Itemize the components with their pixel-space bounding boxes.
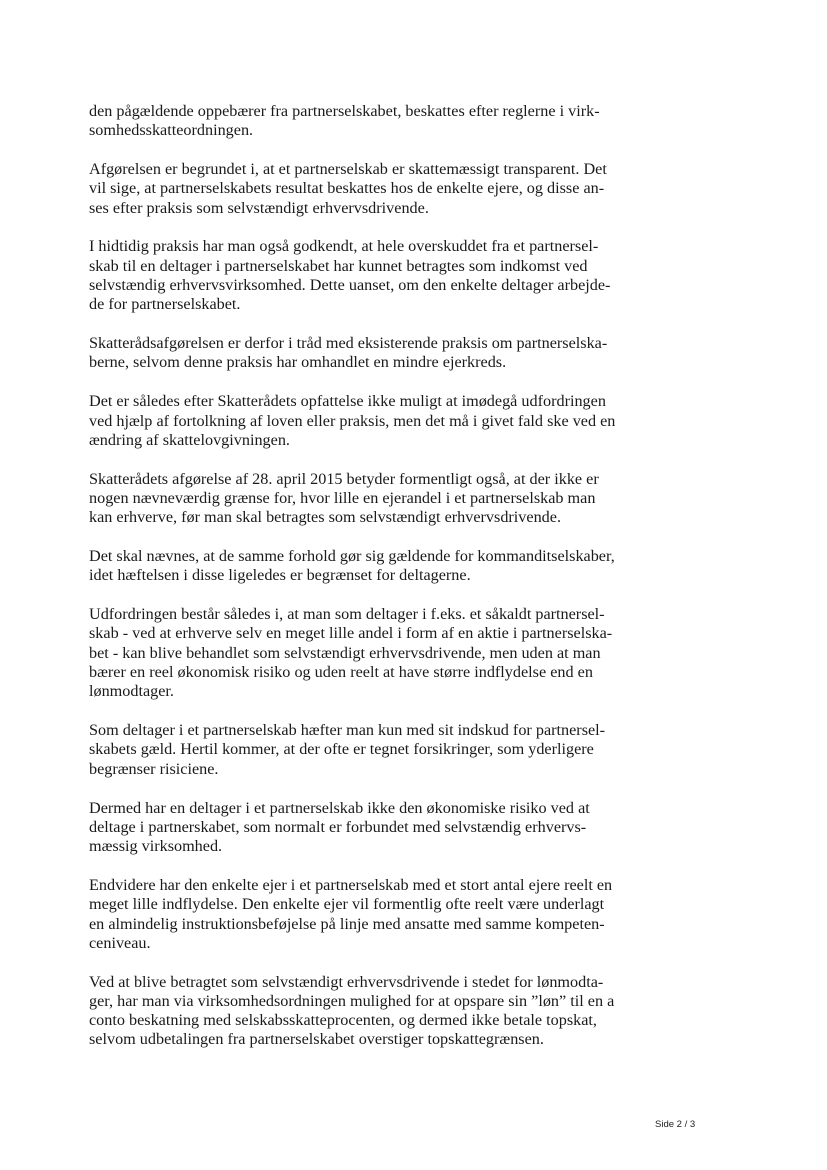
text-line: skabets gæld. Hertil kommer, at der ofte er tegnet forsikringer, som yderligere (89, 740, 594, 759)
text-line: Endvidere har den enkelte ejer i et partnerselskab med et stort antal ejere reelt en (89, 875, 613, 894)
text-line: Det er således efter Skatterådets opfattelse ikke muligt at imødegå udfordringen (89, 392, 606, 411)
text-line: kan erhverve, før man skal betragtes som selvstændigt erhvervsdrivende. (89, 508, 561, 527)
text-line: ses efter praksis som selvstændigt erhvervsdrivende. (89, 198, 429, 217)
text-line: ger, har man via virksomhedsordningen mulighed for at opspare sin ”løn” til en a (89, 991, 615, 1010)
text-line: Ved at blive betragtet som selvstændigt erhvervsdrivende i stedet for lønmodta- (89, 972, 604, 991)
text-line: selvom udbetalingen fra partnerselskabet overstiger topskattegrænsen. (89, 1030, 544, 1049)
text-line: Udfordringen består således i, at man som deltager i f.eks. et såkaldt partnersel- (89, 605, 605, 624)
text-line: lønmodtager. (89, 682, 174, 701)
text-line: mæssig virksomhed. (89, 837, 223, 856)
paragraph (89, 392, 649, 450)
body-text (89, 102, 649, 1069)
paragraph (89, 876, 649, 953)
text-line: berne, selvom denne praksis har omhandlet en mindre ejerkreds. (89, 353, 507, 372)
paragraph (89, 160, 649, 218)
text-line: den pågældende oppebærer fra partnerselskabet, beskattes efter reglerne i virk- (89, 102, 600, 120)
paragraph (89, 547, 649, 586)
paragraph (89, 605, 649, 701)
text-line: Afgørelsen er begrundet i, at et partnerselskab er skattemæssigt transparent. Det (89, 160, 607, 179)
text-line: Dermed har en deltager i et partnerselskab ikke den økonomiske risiko ved at (89, 798, 590, 817)
text-line: somhedsskatteordningen. (89, 121, 254, 140)
text-line: bet - kan blive behandlet som selvstændigt erhvervsdrivende, men uden at man (89, 643, 601, 662)
text-line: selvstændig erhvervsvirksomhed. Dette uanset, om den enkelte deltager arbejde- (89, 276, 611, 295)
text-line: nogen nævneværdig grænse for, hvor lille en ejerandel i et partnerselskab man (89, 488, 596, 507)
text-line: begrænser risiciene. (89, 759, 219, 778)
text-line: en almindelig instruktionsbeføjelse på linje med ansatte med samme kompeten- (89, 914, 605, 933)
text-line: meget lille indflydelse. Den enkelte ejer vil formentlig ofte reelt være underlagt (89, 895, 605, 914)
text-line: Skatterådets afgørelse af 28. april 2015 betyder formentligt også, at der ikke er (89, 469, 599, 488)
text-line: I hidtidig praksis har man også godkendt, at hele overskuddet fra et partnersel- (89, 237, 599, 256)
paragraph (89, 470, 649, 528)
page-number: Side 2 / 3 (655, 1119, 696, 1130)
text-line: skab til en deltager i partnerselskabet har kunnet betragtes som indkomst ved (89, 256, 588, 275)
text-line: bærer en reel økonomisk risiko og uden reelt at have større indflydelse end en (89, 663, 593, 682)
paragraph (89, 334, 649, 373)
paragraph (89, 102, 649, 141)
text-line: Som deltager i et partnerselskab hæfter man kun med sit indskud for partnersel- (89, 721, 606, 740)
text-line: ved hjælp af fortolkning af loven eller praksis, men det må i givet fald ske ved en (89, 411, 616, 430)
paragraph (89, 799, 649, 857)
text-line: ceniveau. (89, 933, 151, 952)
paragraph (89, 973, 649, 1050)
text-line: vil sige, at partnerselskabets resultat beskattes hos de enkelte ejere, og disse an- (89, 179, 605, 198)
paragraph (89, 721, 649, 779)
text-line: Det skal nævnes, at de samme forhold gør sig gældende for kommanditselskaber, (89, 547, 615, 566)
text-line: conto beskatning med selskabsskatteprocenten, og dermed ikke betale topskat, (89, 1011, 597, 1030)
paragraph (89, 237, 649, 314)
text-line: skab - ved at erhverve selv en meget lille andel i form af en aktie i partnerselska- (89, 624, 613, 643)
text-line: deltage i partnerskabet, som normalt er forbundet med selvstændig erhvervs- (89, 817, 587, 836)
text-line: idet hæftelsen i disse ligeledes er begrænset for deltagerne. (89, 566, 471, 585)
text-line: Skatterådsafgørelsen er derfor i tråd med eksisterende praksis om partnerselska- (89, 334, 608, 353)
text-line: de for partnerselskabet. (89, 295, 241, 314)
text-line: ændring af skattelovgivningen. (89, 430, 290, 449)
